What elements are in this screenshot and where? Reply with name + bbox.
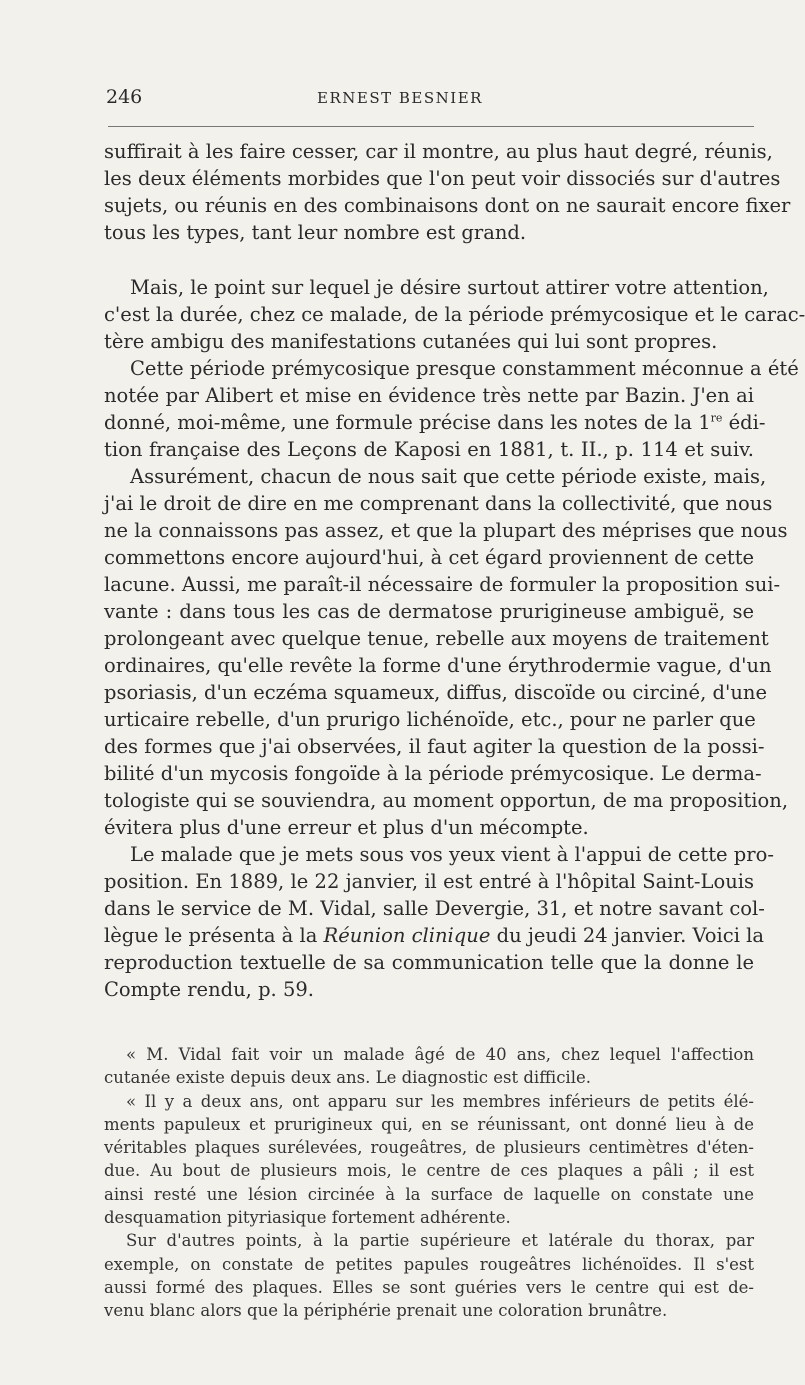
text-line: lacune. Aussi, me paraît-il nécessaire de formuler la proposition sui- xyxy=(104,573,781,596)
text-fragment: donné, moi-même, une formule précise dans les notes de la 1 xyxy=(104,411,711,434)
text-line: des formes que j'ai observées, il faut agiter la question de la possi- xyxy=(104,735,765,758)
text-line: Sur d'autres points, à la partie supérieure et latérale du thorax, par xyxy=(126,1231,754,1251)
text-line xyxy=(104,409,766,436)
text-fragment: édi- xyxy=(722,411,766,434)
text-line: bilité d'un mycosis fongoïde à la période prémycosique. Le derma- xyxy=(104,762,762,785)
text-line: Assurément, chacun de nous sait que cette période existe, mais, xyxy=(130,465,767,488)
text-line: psoriasis, d'un eczéma squameux, diffus, discoïde ou circiné, d'une xyxy=(104,681,767,704)
text-line xyxy=(104,922,764,949)
text-line: aussi formé des plaques. Elles se sont guéries vers le centre qui est de- xyxy=(104,1277,754,1297)
text-line: Cette période prémycosique presque constamment méconnue a été xyxy=(130,357,799,380)
text-fragment: lègue le présenta à la xyxy=(104,924,324,947)
text-line: « Il y a deux ans, ont apparu sur les membres inférieurs de petits élé- xyxy=(126,1091,754,1111)
paragraph-1 xyxy=(104,138,791,246)
text-line: Compte rendu, p. 59. xyxy=(104,978,314,1001)
text-line: « M. Vidal fait voir un malade âgé de 40 ans, chez lequel l'affection xyxy=(126,1045,754,1064)
page-header xyxy=(0,86,800,116)
text-line: c'est la durée, chez ce malade, de la période prémycosique et le carac- xyxy=(104,303,805,326)
text-line: Mais, le point sur lequel je désire surtout attirer votre attention, xyxy=(130,276,769,299)
text-line: urticaire rebelle, d'un prurigo lichénoïde, etc., pour ne parler que xyxy=(104,708,756,731)
text-line: ordinaires, qu'elle revête la forme d'une érythrodermie vague, d'un xyxy=(104,654,772,677)
quote-paragraph-2 xyxy=(104,1090,754,1230)
quote-paragraph-3 xyxy=(104,1229,754,1322)
text-line: prolongeant avec quelque tenue, rebelle aux moyens de traitement xyxy=(104,627,769,650)
text-line: notée par Alibert et mise en évidence très nette par Bazin. J'en ai xyxy=(104,384,754,407)
text-line: suffirait à les faire cesser, car il montre, au plus haut degré, réunis, xyxy=(104,140,773,163)
text-line: Le malade que je mets sous vos yeux vient à l'appui de cette pro- xyxy=(130,843,774,866)
text-line: ainsi resté une lésion circinée à la surface de laquelle on constate une xyxy=(104,1184,754,1204)
superscript: re xyxy=(710,411,723,425)
italic-title: Réunion clinique xyxy=(323,924,491,947)
text-line: venu blanc alors que la périphérie prenait une coloration brunâtre. xyxy=(104,1301,668,1321)
running-head: ERNEST BESNIER xyxy=(317,89,483,107)
text-line: exemple, on constate de petites papules rougeâtres lichénoïdes. Il s'est xyxy=(104,1254,754,1274)
text-line: tologiste qui se souviendra, au moment opportun, de ma proposition, xyxy=(104,789,789,812)
text-line: les deux éléments morbides que l'on peut voir dissociés sur d'autres xyxy=(104,167,781,190)
text-line: position. En 1889, le 22 janvier, il est entré à l'hôpital Saint-Louis xyxy=(104,870,754,893)
text-line: commettons encore aujourd'hui, à cet égard proviennent de cette xyxy=(104,546,755,569)
text-line: desquamation pityriasique fortement adhérente. xyxy=(104,1208,511,1228)
text-line: tion française des Leçons de Kaposi en 1881, t. II., p. 114 et suiv. xyxy=(104,438,754,461)
quotation xyxy=(104,1043,754,1323)
text-line: reproduction textuelle de sa communication telle que la donne le xyxy=(104,951,754,974)
text-line: cutanée existe depuis deux ans. Le diagnostic est difficile. xyxy=(104,1068,591,1088)
text-line: dans le service de M. Vidal, salle Devergie, 31, et notre savant col- xyxy=(104,897,765,920)
main-text xyxy=(104,138,805,1323)
paragraph-3 xyxy=(104,355,799,463)
text-fragment: du jeudi 24 janvier. Voici la xyxy=(490,924,764,947)
text-line: sujets, ou réunis en des combinaisons dont on ne saurait encore fixer xyxy=(104,194,791,217)
text-line: vante : dans tous les cas de dermatose prurigineuse ambiguë, se xyxy=(104,600,754,623)
paragraph-5 xyxy=(104,841,774,1003)
text-line: j'ai le droit de dire en me comprenant dans la collectivité, que nous xyxy=(104,492,773,515)
text-line: ne la connaissons pas assez, et que la plupart des méprises que nous xyxy=(104,519,788,542)
header-rule xyxy=(108,126,754,127)
text-line: tous les types, tant leur nombre est grand. xyxy=(104,221,527,244)
page-number: 246 xyxy=(106,86,143,108)
paragraph-2 xyxy=(104,274,805,355)
text-line: véritables plaques surélevées, rougeâtres, de plusieurs centimètres d'éten- xyxy=(104,1138,754,1158)
text-line: évitera plus d'une erreur et plus d'un mécompte. xyxy=(104,816,589,839)
text-line: tère ambigu des manifestations cutanées qui lui sont propres. xyxy=(104,330,718,353)
text-line: due. Au bout de plusieurs mois, le centre de ces plaques a pâli ; il est xyxy=(104,1161,754,1181)
quote-paragraph-1 xyxy=(104,1043,754,1090)
text-line: ments papuleux et prurigineux qui, en se réunissant, ont donné lieu à de xyxy=(104,1114,754,1134)
paragraph-4 xyxy=(104,463,789,841)
